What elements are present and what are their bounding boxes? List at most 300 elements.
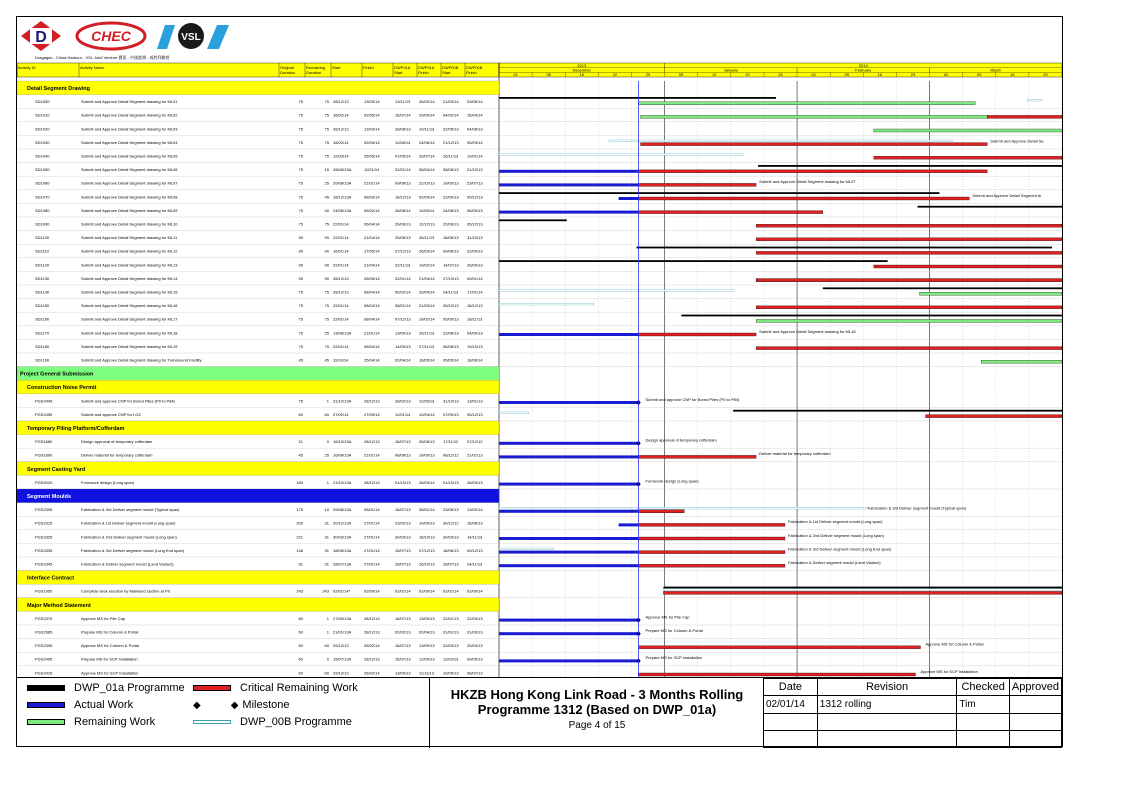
cell-activity_name: Submit and Approve Detail Segment drawing for ML15 [81, 289, 178, 295]
cell-dwp01a_finish: 11/11/13 [419, 670, 434, 676]
cell-activity_id: SD1120 [35, 262, 50, 268]
title-line-1: HKZB Hong Kong Link Road - 3 Months Rolling [450, 687, 744, 702]
cell-finish: 25/04/14 [364, 357, 380, 363]
cell-activity_id: PGS1680 [35, 439, 53, 445]
week-label: 26 [778, 72, 783, 77]
cell-finish: 17/05/14 [364, 248, 380, 254]
cell-rem_dur: 31 [324, 520, 329, 526]
group-row [17, 489, 499, 503]
dwp00b-bar [499, 507, 868, 509]
rev-date: 02/01/14 [764, 696, 818, 713]
cell-activity_name: Submit and Approve Detail Segment drawing for ML07 [81, 180, 178, 186]
cell-dwp01a_start: 01/10/13 [395, 479, 411, 485]
schedule-sheet [16, 16, 1063, 747]
cell-orig_dur: 75 [298, 126, 303, 132]
remaining-bar [639, 102, 976, 105]
week-label: 02 [943, 72, 949, 77]
cell-dwp01a_finish: 21/03/14 [419, 303, 435, 309]
rev-approved [1009, 696, 1061, 713]
cell-dwp00b_finish: 18/12/13 [467, 303, 483, 309]
cell-dwp00b_finish: 05/12/13 [467, 221, 483, 227]
cell-dwp00b_finish: 22/03/13 [467, 615, 483, 621]
week-label: 19 [745, 72, 750, 77]
bar-label: Fabrication & Deliver segment mould (Land Viaduct) [787, 560, 881, 565]
bar-label: Submit and Approve Detail Segment dr [972, 192, 1042, 198]
cell-start: 16/01/14 [333, 248, 349, 254]
cell-dwp01a_start: 28/08/13 [395, 126, 411, 132]
header-dwp01a_finish: DWP01A [418, 65, 435, 70]
cell-finish: 08/01/14 [364, 507, 380, 513]
cell-dwp01a_start: 02/02/13 [395, 629, 411, 635]
rev-header-date: Date [764, 679, 818, 696]
cell-dwp00b_finish: 20/04/13 [467, 643, 483, 649]
cell-rem_dur: 75 [324, 343, 329, 349]
cell-start: 28/12/13 [333, 99, 349, 105]
cell-finish: 26/05/14 [364, 153, 380, 159]
cell-orig_dur: 91 [298, 561, 303, 567]
cell-dwp01a_start: 28/07/13 [395, 561, 411, 567]
cell-dwp01a_start: 11/08/14 [395, 139, 411, 145]
cell-activity_name: Submit and Approve Detail Segment drawing for ML05 [81, 153, 178, 159]
cell-dwp00b_finish: 09/01/14 [467, 275, 483, 281]
cell-activity_id: PGS2385 [35, 629, 53, 635]
cell-dwp00b_start: 22/03/13 [443, 643, 459, 649]
cell-orig_dur: 75 [298, 207, 303, 213]
cell-rem_dur: 40 [324, 207, 329, 213]
cell-rem_dur: 25 [324, 452, 329, 458]
cell-activity_name: Submit and Approve Detail Segment drawing for ML11 [81, 235, 178, 241]
cell-activity_id: SD1040 [35, 153, 50, 159]
cell-activity_id: PGS2020 [35, 479, 53, 485]
cell-dwp00b_start: 05/05/14 [443, 357, 459, 363]
cell-orig_dur: 75 [298, 194, 303, 200]
bar-label: Submit and Approve Detail Segment drawing for ML18 [759, 328, 856, 334]
group-row [17, 462, 499, 476]
rev-header-checked: Checked [957, 679, 1010, 696]
footer [17, 677, 1062, 748]
week-label: 01 [513, 72, 518, 77]
cell-dwp01a_finish: 02/09/14 [419, 588, 435, 594]
cell-activity_name: Submit and Approve Detail Segment drawing for Turnaround Facility [81, 357, 202, 363]
cell-rem_dur: 0 [326, 656, 329, 662]
dwp00b-bar [499, 290, 733, 292]
cell-dwp01a_start: 16/07/13 [395, 507, 411, 513]
cell-activity_name: Complete deck erection by Mainland section at P0 [81, 588, 170, 594]
cell-rem_dur: 90 [324, 235, 329, 241]
cell-dwp01a_finish: 19/09/13 [419, 452, 435, 458]
bar-label: Fabrication & 1st Deliver segment mould (Long span) [787, 519, 883, 525]
cell-orig_dur: 175 [296, 507, 303, 513]
cell-activity_id: PGS2415 [35, 670, 53, 676]
cell-rem_dur: 1 [326, 398, 329, 404]
bar-label: Fabrication & 2nd Deliver segment mould (Long span) [787, 532, 884, 538]
cell-dwp00b_start: 17/11/12 [443, 439, 459, 445]
cell-dwp01a_finish: 19/02/14 [419, 316, 435, 322]
cell-dwp01a_start: 29/08/13 [395, 235, 411, 241]
cell-dwp00b_start: 24/08/13 [443, 207, 459, 213]
actual-bar [499, 183, 639, 186]
cell-dwp01a_start: 13/09/13 [395, 670, 411, 676]
cell-dwp00b_start: 04/02/14 [443, 112, 459, 118]
cell-activity_name: Approve MS for SCP Installation [81, 670, 139, 676]
rev-empty-cell [1009, 713, 1061, 730]
cell-finish: 27/01/14 [364, 534, 380, 540]
cell-activity_name: Submit and Approve Detail Segment drawing for ML01 [81, 99, 178, 105]
dwp01a-bar [499, 219, 567, 221]
cell-activity_name: Approve MS for Pile Cap [81, 615, 126, 621]
cell-dwp00b_finish: 05/03/14 [467, 139, 483, 145]
cell-rem_dur: 60 [324, 670, 329, 676]
cell-activity_name: Submit and Approve Detail Segment drawing for ML14 [81, 275, 178, 281]
cell-dwp01a_finish: 12/12/13 [419, 221, 435, 227]
cell-rem_dur: 45 [324, 357, 329, 363]
activity-rows [17, 81, 1062, 677]
cell-dwp01a_start: 28/08/14 [395, 207, 411, 213]
cell-dwp01a_finish: 16/05/14 [419, 357, 435, 363]
cell-dwp00b_start: 27/10/13 [443, 275, 459, 281]
cell-rem_dur: 31 [324, 547, 329, 553]
critical-bar [874, 265, 1062, 268]
cell-dwp01a_start: 13/11/13 [395, 99, 411, 105]
cell-start: 12/03/14 [333, 153, 349, 159]
cell-start: 16/02/14 [333, 139, 349, 145]
cell-rem_dur: 75 [324, 99, 329, 105]
header-orig_dur: Duration [280, 70, 296, 75]
cell-finish: 02/05/14 [364, 139, 380, 145]
cell-dwp01a_finish: 21/04/14 [419, 275, 435, 281]
cell-dwp01a_finish: 19/02/14 [419, 262, 435, 268]
cell-orig_dur: 148 [296, 547, 303, 553]
cell-dwp00b_finish: 14/11/13 [467, 534, 483, 540]
cell-orig_dur: 60 [298, 670, 303, 676]
cell-activity_id: PGS2405 [35, 656, 53, 662]
gantt-chart [17, 17, 1062, 677]
cell-orig_dur: 60 [298, 411, 303, 417]
cell-activity_name: Submit and Approve Detail Segment drawing for ML10 [81, 221, 178, 227]
cell-dwp01a_start: 07/05/14 [395, 153, 411, 159]
dwp01a-bar [758, 165, 1062, 167]
bar-label: Approve MS for SCP Installation [920, 668, 978, 674]
legend-red-bar-icon [193, 685, 231, 691]
cell-activity_id: PGS2325 [35, 534, 53, 540]
cell-orig_dur: 243 [296, 588, 303, 594]
header-dwp00b_start: Start [442, 70, 451, 75]
dwp00b-bar [499, 412, 529, 414]
cell-dwp00b_finish: 31/10/13 [467, 235, 483, 241]
cell-activity_id: PGS2315 [35, 520, 53, 526]
dwp01a-bar [663, 587, 1062, 589]
dwp01a-bar [918, 206, 1062, 208]
cell-activity_id: SD1140 [35, 289, 50, 295]
svg-text:VSL: VSL [181, 32, 201, 43]
bar-label: Prepare MS for SCP Installation [645, 655, 703, 661]
dwp00b-bar [499, 548, 554, 550]
cell-rem_dur: 15 [324, 167, 329, 173]
cell-rem_dur: 243 [322, 588, 329, 594]
cell-activity_id: SD1100 [35, 235, 50, 241]
cell-dwp00b_start: 08/08/13 [443, 167, 459, 173]
cell-dwp01a_finish: 02/03/14 [419, 194, 435, 200]
dwp00b-bar [609, 140, 953, 142]
bar-label: Deliver material for temporary cofferdam [759, 451, 831, 457]
cell-dwp01a_start: 05/02/14 [395, 289, 411, 295]
cell-start: 28/12/13 [333, 275, 349, 281]
cell-dwp01a_finish: 26/03/14 [419, 248, 435, 254]
cell-start: 22/01/14 [333, 316, 349, 322]
cell-activity_id: PGS2335 [35, 547, 53, 553]
timescale-header [499, 63, 1062, 77]
bar-label: Submit and Approve Detail Segment drawing for ML07 [759, 179, 856, 185]
bar-label: Design approval of temporary cofferdam [645, 437, 717, 443]
cell-start: 02/01/14* [333, 588, 351, 594]
critical-bar [756, 224, 1062, 227]
cell-orig_dur: 45 [298, 357, 303, 363]
cell-activity_id: SD1190 [35, 357, 50, 363]
cell-start: 29/12/13 [333, 643, 349, 649]
cell-activity_id: SD1150 [35, 303, 50, 309]
actual-bar [499, 170, 639, 173]
cell-activity_name: Deliver material for temporary cofferdam [81, 452, 153, 458]
dwp00b-bar [1027, 99, 1042, 101]
header-orig_dur: Original [280, 65, 294, 70]
cell-start: 28/07/13A [333, 561, 352, 567]
rev-empty-cell [957, 713, 1010, 730]
actual-bar [499, 483, 639, 486]
cell-activity_name: Formwork design (Long span) [81, 479, 135, 485]
cell-activity_name: Approve MS for Column & Portal [81, 643, 140, 649]
cell-start: 27/09/13A [333, 615, 352, 621]
cell-rem_dur: 90 [324, 275, 329, 281]
cell-activity_id: SD1170 [35, 330, 50, 336]
cell-dwp00b_start: 01/10/13 [443, 479, 459, 485]
cell-dwp00b_finish: 22/09/13 [467, 248, 483, 254]
remaining-bar [756, 319, 1062, 322]
logo-caption: Dragages - China Harbour - VSL Joint Venture 寶嘉 - 中國港灣 - 威胜利聯營 [35, 55, 170, 60]
cell-finish: 02/09/14 [364, 588, 380, 594]
cell-dwp01a_finish: 26/11/13 [419, 235, 435, 241]
cell-start: 21/01/13A [333, 629, 352, 635]
month-label: March [990, 67, 1002, 73]
cell-dwp01a_finish: 13/09/13 [419, 615, 435, 621]
actual-bar [619, 197, 639, 200]
header-dwp00b_start: DWP00B [442, 65, 459, 70]
cell-start: 16/02/14 [333, 112, 349, 118]
cell-orig_dur: 75 [298, 303, 303, 309]
cell-dwp00b_start: 05/09/13 [443, 316, 459, 322]
bar-label: Submit and approve CNP for Bored Piles (P0 to P84) [645, 396, 740, 402]
cell-dwp01a_start: 11/01/14 [395, 411, 411, 417]
header-dwp01a_start: Start [394, 70, 403, 75]
bar-label: Approve MS for Pile Cap [645, 614, 690, 620]
critical-bar [639, 537, 785, 540]
cell-dwp00b_finish: 24/11/13 [467, 561, 483, 567]
cell-finish: 08/04/14 [364, 343, 380, 349]
cell-dwp01a_start: 23/02/13 [395, 520, 411, 526]
cell-finish: 08/03/14 [364, 194, 380, 200]
cell-activity_id: SD1110 [35, 248, 49, 254]
cell-dwp00b_start: 07/09/13 [443, 411, 459, 417]
critical-bar [925, 415, 1062, 418]
group-label: Temporary Piling Platform/Cofferdam [27, 426, 125, 432]
cell-rem_dur: 60 [324, 411, 329, 417]
critical-bar [756, 306, 1062, 309]
cell-orig_dur: 75 [298, 112, 303, 118]
week-label: 09 [844, 72, 849, 77]
cell-dwp01a_start: 30/03/13 [395, 534, 411, 540]
cell-activity_name: Submit and Approve Detail Segment drawing for ML13 [81, 262, 178, 268]
svg-text:D: D [35, 29, 47, 46]
cell-dwp00b_finish: 19/10/13 [467, 343, 483, 349]
cell-finish: 13/03/14 [364, 99, 380, 105]
critical-bar [639, 673, 916, 676]
cell-start: 20/08/13A [333, 180, 352, 186]
week-label: 22 [612, 72, 618, 77]
svg-text:CHEC: CHEC [91, 28, 131, 44]
cell-dwp00b_finish: 06/09/13 [467, 207, 483, 213]
month-label: December [572, 67, 592, 73]
cell-finish: 28/12/13 [364, 615, 380, 621]
cell-activity_id: PGS2375 [35, 615, 53, 621]
cell-orig_dur: 75 [298, 221, 303, 227]
cell-rem_dur: 75 [324, 139, 329, 145]
cell-dwp00b_finish: 08/07/13 [467, 670, 483, 676]
cell-dwp00b_start: 30/12/12 [443, 520, 459, 526]
week-label: 23 [910, 72, 916, 77]
cell-dwp01a_finish: 05/08/13 [419, 439, 435, 445]
year-label: 2014 [858, 62, 868, 68]
cell-dwp00b_finish: 15/04/14 [467, 112, 483, 118]
cell-activity_name: Submit and Approve Detail Segment drawing for ML02 [81, 112, 178, 118]
remaining-bar [920, 292, 1062, 295]
cell-activity_id: PGS2395 [35, 643, 53, 649]
cell-finish: 27/01/14 [364, 561, 380, 567]
header-rem_dur: Duration [306, 70, 322, 75]
critical-bar [639, 455, 757, 458]
cell-start: 20/12/13A [333, 520, 352, 526]
cell-activity_id: SD1020 [35, 126, 50, 132]
critical-bar [756, 238, 1062, 241]
cell-rem_dur: 60 [324, 643, 329, 649]
cell-dwp01a_finish: 29/09/14 [419, 112, 435, 118]
cell-rem_dur: 45 [324, 194, 329, 200]
actual-bar [619, 523, 639, 526]
cell-activity_name: Submit and Approve Detail Segment drawing for ML12 [81, 248, 178, 254]
cell-activity_id: SD1130 [35, 275, 50, 281]
rev-description: 1312 rolling [817, 696, 957, 713]
cell-activity_id: SD1030 [35, 139, 50, 145]
actual-bar [499, 211, 639, 214]
cell-rem_dur: 75 [324, 221, 329, 227]
group-label: Segment Moulds [27, 494, 72, 500]
legend-actual: Actual Work [27, 699, 133, 711]
cell-dwp01a_finish: 11/05/14 [419, 207, 435, 213]
header-dwp00b_finish: Finish [466, 70, 477, 75]
cell-start: 22/01/14 [333, 235, 349, 241]
cell-finish: 08/04/14 [364, 303, 380, 309]
milestone-diamond-icon: ◆ [230, 699, 239, 711]
cell-activity_id: SD1010 [35, 112, 50, 118]
cell-start: 16/09/13A [333, 452, 352, 458]
cell-start: 16/10/13A [333, 439, 352, 445]
legend-cyan-bar-icon [193, 720, 231, 724]
cell-dwp00b_finish: 23/07/13 [467, 180, 483, 186]
cell-dwp01a_start: 15/07/13 [395, 656, 411, 662]
cell-dwp01a_finish: 28/03/14 [419, 479, 435, 485]
cell-dwp00b_start: 28/07/13 [443, 561, 459, 567]
rev-empty-cell [764, 713, 818, 730]
cell-dwp00b_finish: 09/05/13 [467, 656, 483, 662]
cell-start: 18/12/13A [333, 194, 352, 200]
cell-finish: 13/03/14 [364, 126, 380, 132]
year-label: 2013 [577, 62, 587, 68]
cell-dwp00b_start: 23/08/13 [443, 507, 459, 513]
cell-dwp00b_finish: 09/12/13 [467, 547, 483, 553]
critical-bar [663, 591, 1062, 594]
dwp01a-bar [499, 192, 939, 194]
cell-finish: 21/04/14 [364, 235, 380, 241]
cell-finish: 21/04/14 [364, 262, 380, 268]
cell-finish: 21/01/14 [364, 452, 380, 458]
critical-bar [639, 183, 757, 186]
cell-finish: 02/05/14 [364, 112, 380, 118]
legend-dwp01a: DWP_01a Programme [27, 682, 185, 694]
cell-orig_dur: 45 [298, 452, 303, 458]
critical-bar [639, 551, 785, 554]
cell-start: 28/12/13 [333, 289, 349, 295]
critical-bar [639, 564, 785, 567]
cell-dwp00b_finish: 21/10/13 [467, 167, 483, 173]
header-dwp01a_start: DWP01A [394, 65, 411, 70]
cell-activity_name: Submit and Approve Detail Segment drawing for ML03 [81, 126, 178, 132]
critical-bar [639, 646, 921, 649]
month-label: February [855, 67, 872, 73]
cell-dwp00b_finish: 26/09/13 [467, 262, 483, 268]
group-label: Detail Segment Drawing [27, 86, 90, 92]
cell-dwp01a_finish: 02/04/13 [419, 629, 435, 635]
actual-bar [499, 564, 639, 567]
cell-orig_dur: 60 [298, 643, 303, 649]
cell-finish: 27/05/14 [364, 411, 380, 417]
milestone-diamond-icon: ◆ [193, 699, 201, 711]
legend-remaining: Remaining Work [27, 716, 155, 728]
table-header [17, 63, 499, 77]
cell-dwp00b_start: 09/08/13 [443, 248, 459, 254]
cell-activity_name: Submit and Approve Detail Segment drawing for ML09 [81, 207, 178, 213]
cell-dwp00b_finish: 01/03/13 [467, 629, 483, 635]
cell-orig_dur: 90 [298, 275, 303, 281]
dwp01a-bar [499, 260, 888, 262]
cell-dwp00b_start: 24/11/13 [443, 289, 459, 295]
cell-dwp01a_start: 16/07/14 [395, 112, 411, 118]
rev-checked: Tim [957, 696, 1010, 713]
cell-activity_name: Fabrication & Deliver segment mould (Land Viaduct) [81, 561, 174, 567]
cell-rem_dur: 75 [324, 126, 329, 132]
cell-rem_dur: 25 [324, 180, 329, 186]
cell-activity_name: Submit and Approve Detail Segment drawing for ML08 [81, 194, 178, 200]
cell-orig_dur: 75 [298, 167, 303, 173]
legend-blue-bar-icon [27, 702, 65, 708]
cell-rem_dur: 1 [326, 629, 329, 635]
cell-activity_id: PGS1690 [35, 452, 53, 458]
cell-dwp00b_start: 10/05/13 [443, 670, 459, 676]
cell-dwp00b_start: 31/10/13 [443, 398, 459, 404]
header-dwp00b_finish: DWP00B [466, 65, 483, 70]
cell-activity_id: PGS2305 [35, 507, 53, 513]
header-finish: Finish [363, 65, 374, 70]
cell-finish: 27/01/14 [364, 547, 380, 553]
month-label: January [723, 67, 738, 73]
cell-dwp01a_start: 15/07/13 [395, 547, 411, 553]
